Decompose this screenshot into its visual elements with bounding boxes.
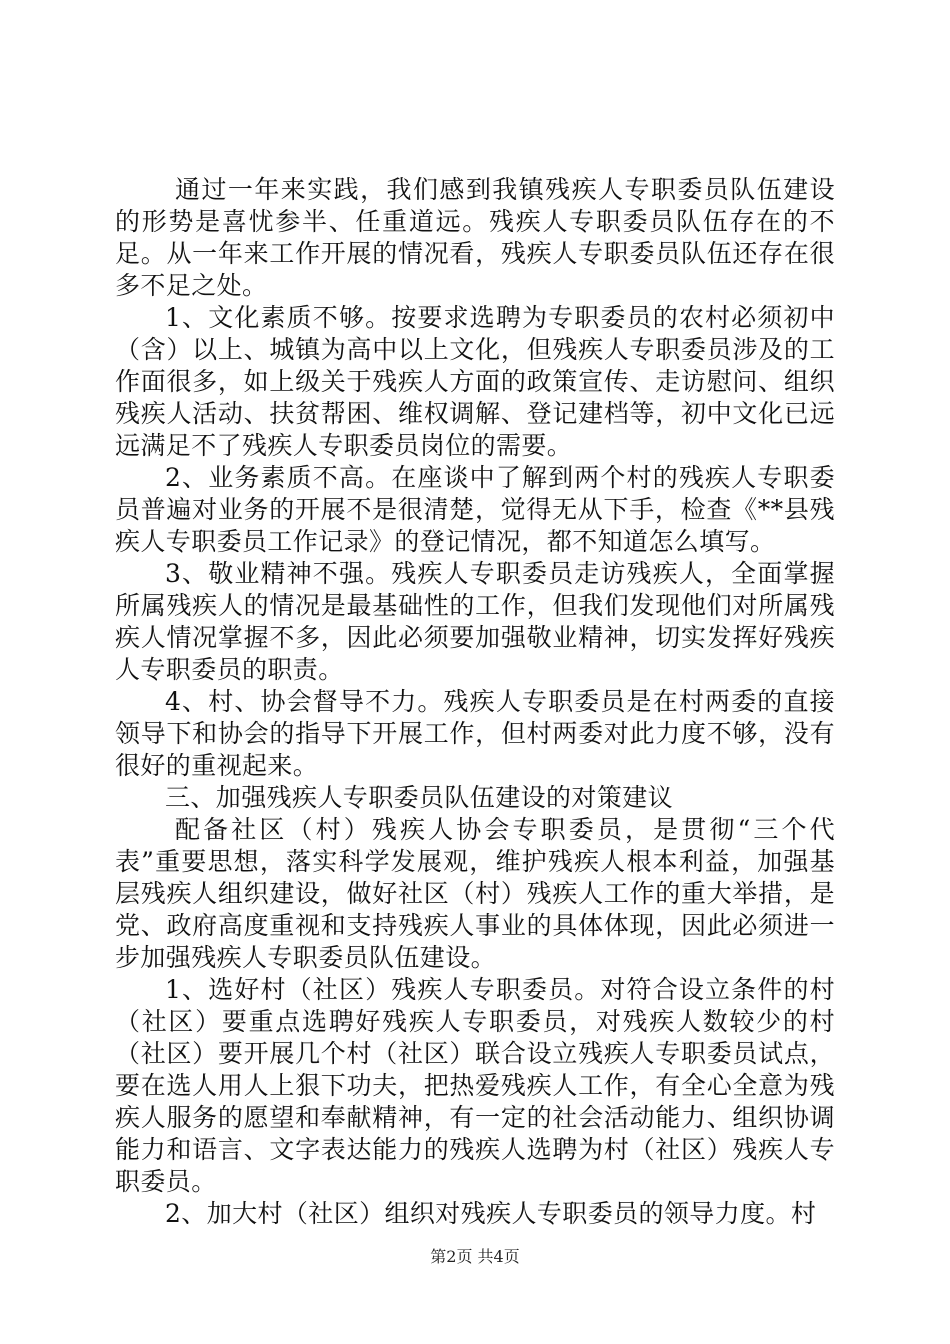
paragraph-measure-2: 2、加大村（社区）组织对残疾人专职委员的领导力度。村: [165, 1199, 817, 1228]
paragraph-point-1-culture: 1、文化素质不够。按要求选聘为专职委员的农村必须初中（含）以上、城镇为高中以上文化，但残疾人专职委员涉及的工作面很多，如上级关于残疾人方面的政策宣传、走访慰问、组织残疾人活动、扶贫帮困、维权调解、登记建档等，初中文化已远远满足不了残疾人专职委员岗位的需要。: [115, 303, 835, 460]
page-footer: [0, 1244, 950, 1267]
paragraph-section-3-intro: 配备社区（村）残疾人协会专职委员，是贯彻“三个代表”重要思想，落实科学发展观，维护残疾人根本利益，加强基层残疾人组织建设，做好社区（村）残疾人工作的重大举措，是党、政府高度重视和支持残疾人事业的具体体现，因此必须进一步加强残疾人专职委员队伍建设。: [115, 815, 835, 972]
paragraph-point-4-supervision: 4、村、协会督导不力。残疾人专职委员是在村两委的直接领导下和协会的指导下开展工作，但村两委对此力度不够，没有很好的重视起来。: [115, 687, 835, 780]
page-number-label: 第2页 共4页: [430, 1247, 520, 1266]
paragraph-measure-1: 1、选好村（社区）残疾人专职委员。对符合设立条件的村（社区）要重点选聘好残疾人专职委员，对残疾人数较少的村（社区）要开展几个村（社区）联合设立残疾人专职委员试点，要在选人用人上狠下功夫，把热爱残疾人工作，有全心全意为残疾人服务的愿望和奉献精神，有一定的社会活动能力、组织协调能力和语言、文字表达能力的残疾人选聘为村（社区）残疾人专职委员。: [115, 975, 835, 1196]
paragraph-intro: 通过一年来实践，我们感到我镇残疾人专职委员队伍建设的形势是喜忧参半、任重道远。残疾人专职委员队伍存在的不足。从一年来工作开展的情况看，残疾人专职委员队伍还存在很多不足之处。: [115, 175, 835, 300]
section-heading-3: 三、加强残疾人专职委员队伍建设的对策建议: [165, 783, 674, 812]
paragraph-point-2-business: 2、业务素质不高。在座谈中了解到两个村的残疾人专职委员普遍对业务的开展不是很清楚，觉得无从下手，检查《**县残疾人专职委员工作记录》的登记情况，都不知道怎么填写。: [115, 463, 835, 556]
document-body: [115, 174, 835, 1230]
paragraph-point-3-dedication: 3、敬业精神不强。残疾人专职委员走访残疾人，全面掌握所属残疾人的情况是最基础性的工作，但我们发现他们对所属残疾人情况掌握不多，因此必须要加强敬业精神，切实发挥好残疾人专职委员的职责。: [115, 559, 835, 684]
